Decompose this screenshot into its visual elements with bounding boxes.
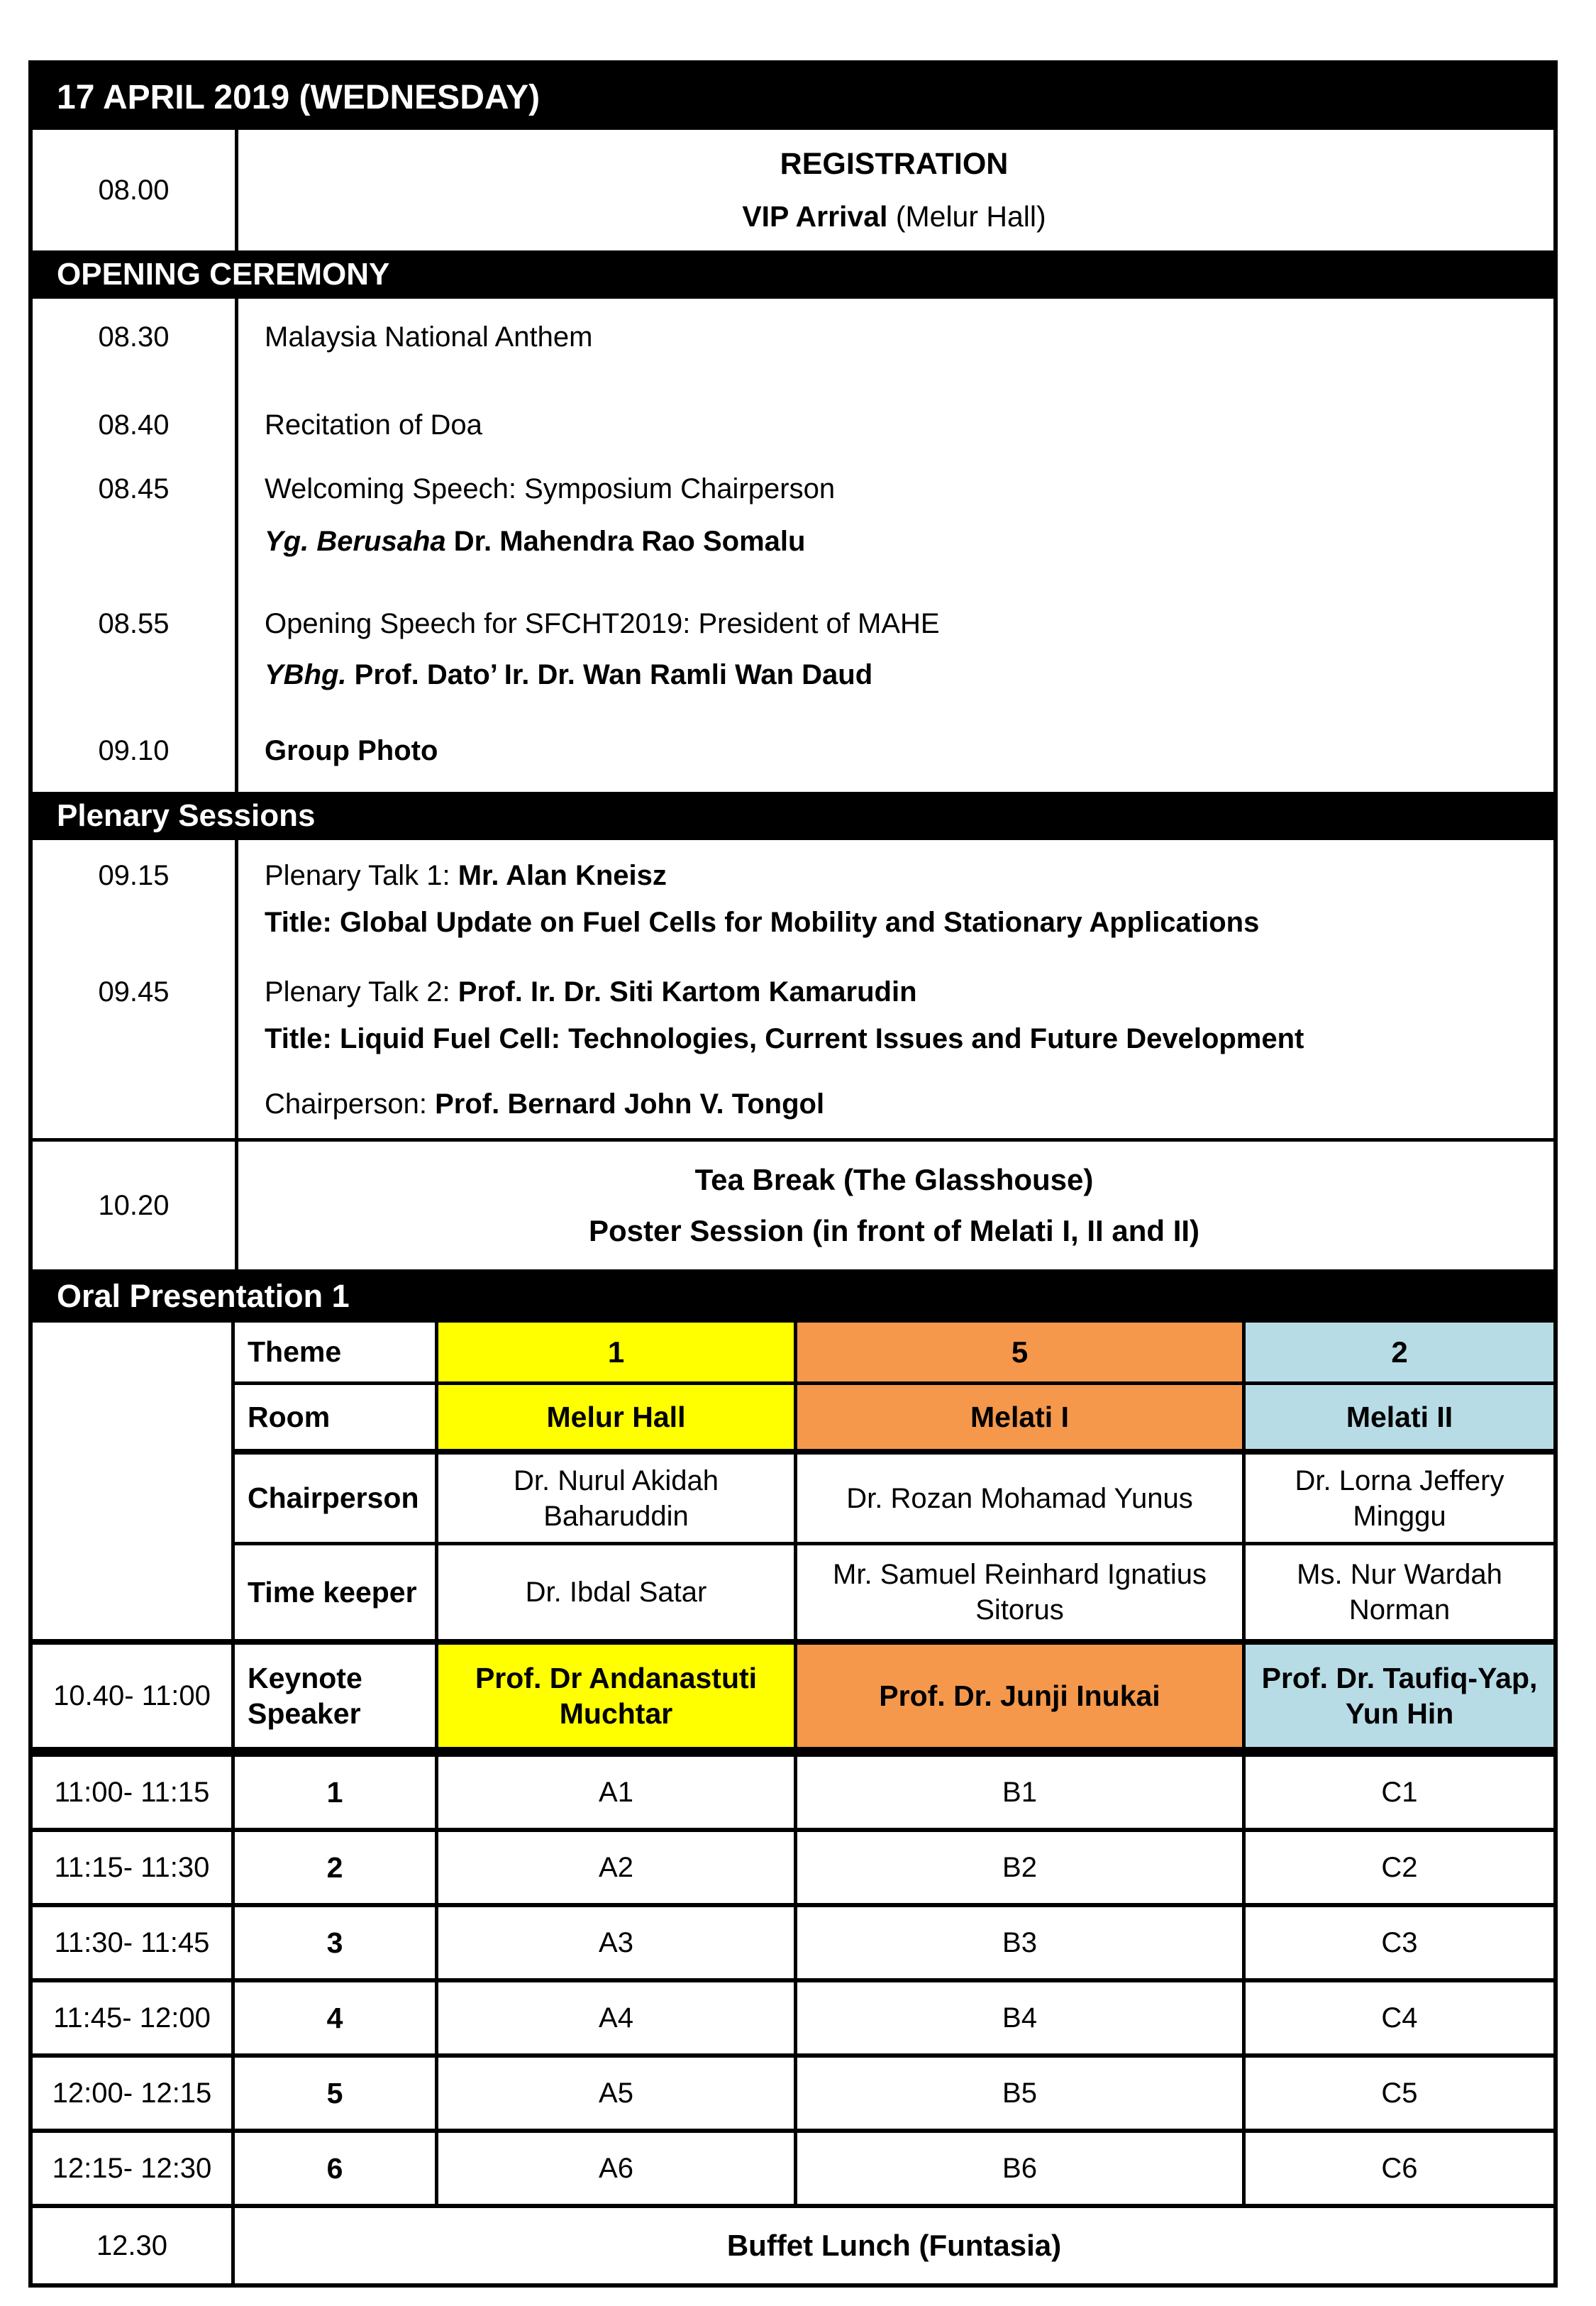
speaker-name-line: Yg. Berusaha Dr. Mahendra Rao Somalu <box>265 526 806 557</box>
item-text: Recitation of Doa <box>265 409 482 441</box>
plenary-talk-1-title: Title: Global Update on Fuel Cells for Mobility and Stationary Applications <box>265 907 1260 938</box>
slot-number: 2 <box>235 1832 438 1903</box>
time-cell: 12:15- 12:30 <box>33 2133 235 2204</box>
plenary-talk-2-title: Title: Liquid Fuel Cell: Technologies, Current Issues and Future Development <box>265 1023 1304 1054</box>
schedule-item <box>33 319 1553 355</box>
theme-2-cell: 2 <box>1246 1323 1553 1381</box>
date-header-bar <box>33 65 1553 130</box>
paper-c: C4 <box>1381 2002 1418 2034</box>
paper-a: A2 <box>438 1832 797 1903</box>
item-text: Welcoming Speech: Symposium Chairperson <box>265 473 836 504</box>
theme-label: Theme <box>235 1323 438 1381</box>
slot-number: 6 <box>235 2133 438 2204</box>
paper-c: C1 <box>1381 1777 1418 1808</box>
plenary-sessions-title: Plenary Sessions <box>57 798 316 833</box>
timekeeper-a: Dr. Ibdal Satar <box>438 1545 797 1639</box>
tea-break-row <box>33 1138 1553 1269</box>
paper-a: A6 <box>438 2133 797 2204</box>
time-cell: 09.15 <box>98 860 170 891</box>
theme-5-cell: 5 <box>797 1323 1246 1381</box>
paper-b: B5 <box>797 2058 1246 2129</box>
buffet-lunch-row <box>33 2204 1553 2283</box>
keynote-c: Prof. Dr. Taufiq-Yap, Yun Hin <box>1246 1645 1553 1747</box>
paper-b: B4 <box>797 1982 1246 2053</box>
paper-a: A5 <box>438 2058 797 2129</box>
table-row <box>33 1903 1553 1978</box>
plenary-talk-1: 09.15 Plenary Talk 1: Mr. Alan Kneisz <box>33 857 1553 894</box>
theme-row <box>235 1323 1553 1385</box>
time-cell: 11:00- 11:15 <box>33 1757 235 1828</box>
registration-content <box>235 130 1553 250</box>
paper-b: B2 <box>797 1832 1246 1903</box>
timekeeper-row <box>235 1545 1553 1639</box>
time-cell: 10.20 <box>98 1189 170 1221</box>
chairperson-a: Dr. Nurul Akidah Baharuddin <box>438 1455 797 1542</box>
room-melati-1: Melati I <box>797 1385 1246 1449</box>
slot-number: 5 <box>235 2058 438 2129</box>
paper-a: A3 <box>438 1907 797 1978</box>
plenary-chairperson-line: Chairperson: Prof. Bernard John V. Tongol <box>265 1088 825 1120</box>
table-row <box>33 1978 1553 2053</box>
tea-break-line: Tea Break (The Glasshouse) <box>694 1163 1094 1196</box>
plenary-sessions-section <box>33 840 1553 1138</box>
table-row <box>33 2129 1553 2204</box>
time-cell: 08.45 <box>98 473 170 504</box>
schedule-item <box>33 407 1553 443</box>
paper-c: C6 <box>1381 2153 1418 2184</box>
slot-number: 3 <box>235 1907 438 1978</box>
oral-table-header <box>33 1323 1553 1639</box>
time-cell: 08.00 <box>98 174 170 206</box>
item-text: Opening Speech for SFCHT2019: President of MAHE <box>265 608 940 639</box>
time-cell: 12.30 <box>33 2208 235 2283</box>
table-row <box>33 1753 1553 1828</box>
speaker-name-line: YBhg. Prof. Dato’ Ir. Dr. Wan Ramli Wan Daud <box>265 659 873 690</box>
opening-ceremony-title: OPENING CEREMONY <box>57 257 390 292</box>
oral-presentation-bar <box>33 1269 1553 1323</box>
schedule-item <box>33 732 1553 769</box>
room-label: Room <box>235 1385 438 1449</box>
table-row <box>33 1828 1553 1903</box>
keynote-a: Prof. Dr Andanastuti Muchtar <box>438 1645 797 1747</box>
plenary-sessions-bar <box>33 792 1553 840</box>
schedule-item <box>33 470 1553 507</box>
paper-b: B6 <box>797 2133 1246 2204</box>
time-cell: 11:15- 11:30 <box>33 1832 235 1903</box>
paper-c: C3 <box>1381 1927 1418 1958</box>
item-text: Malaysia National Anthem <box>265 321 593 353</box>
paper-c: C5 <box>1381 2078 1418 2109</box>
time-cell: 09.10 <box>98 735 170 766</box>
empty-time-column <box>33 1323 235 1639</box>
time-cell: 08.30 <box>98 321 170 353</box>
program-table <box>28 60 1558 2288</box>
plenary-talk-2: 09.45 Plenary Talk 2: Prof. Ir. Dr. Siti Kartom Kamarudin <box>33 973 1553 1010</box>
theme-1-cell: 1 <box>438 1323 797 1381</box>
slot-number: 1 <box>235 1757 438 1828</box>
time-cell: 08.40 <box>98 409 170 441</box>
schedule-item <box>33 605 1553 642</box>
chairperson-c: Dr. Lorna Jeffery Minggu <box>1295 1464 1504 1532</box>
paper-c: C2 <box>1381 1852 1418 1883</box>
chairperson-row <box>235 1455 1553 1545</box>
item-text: Group Photo <box>265 735 438 766</box>
room-melati-2: Melati II <box>1246 1385 1553 1449</box>
chairperson-label: Chairperson <box>235 1455 438 1542</box>
room-melur-hall: Melur Hall <box>438 1385 797 1449</box>
time-cell: 08.55 <box>98 608 170 639</box>
time-cell: 09.45 <box>98 976 170 1008</box>
chairperson-b: Dr. Rozan Mohamad Yunus <box>797 1455 1246 1542</box>
slot-number: 4 <box>235 1982 438 2053</box>
paper-b: B3 <box>797 1907 1246 1978</box>
date-title: 17 APRIL 2019 (WEDNESDAY) <box>57 78 541 116</box>
paper-b: B1 <box>797 1757 1246 1828</box>
table-row <box>33 2053 1553 2129</box>
time-cell: 11:45- 12:00 <box>33 1982 235 2053</box>
keynote-b: Prof. Dr. Junji Inukai <box>797 1645 1246 1747</box>
timekeeper-label: Time keeper <box>235 1545 438 1639</box>
paper-a: A4 <box>438 1982 797 2053</box>
registration-row <box>33 130 1553 250</box>
vip-arrival-line: VIP Arrival (Melur Hall) <box>742 200 1046 233</box>
opening-ceremony-section <box>33 299 1553 792</box>
time-cell: 11:30- 11:45 <box>33 1907 235 1978</box>
opening-ceremony-bar <box>33 250 1553 299</box>
room-row <box>235 1385 1553 1455</box>
time-cell: 10.40- 11:00 <box>33 1645 235 1747</box>
timekeeper-b: Mr. Samuel Reinhard Ignatius Sitorus <box>797 1545 1246 1639</box>
keynote-speaker-row <box>33 1639 1553 1753</box>
buffet-lunch-text: Buffet Lunch (Funtasia) <box>726 2229 1062 2262</box>
time-cell: 12:00- 12:15 <box>33 2058 235 2129</box>
timekeeper-c: Ms. Nur Wardah Norman <box>1297 1559 1502 1626</box>
keynote-speaker-label: Keynote Speaker <box>235 1645 438 1747</box>
tea-break-content <box>235 1142 1553 1269</box>
paper-a: A1 <box>438 1757 797 1828</box>
registration-title: REGISTRATION <box>780 147 1009 181</box>
poster-session-line: Poster Session (in front of Melati I, II and II) <box>588 1214 1200 1247</box>
oral-presentation-title: Oral Presentation 1 <box>57 1277 350 1314</box>
